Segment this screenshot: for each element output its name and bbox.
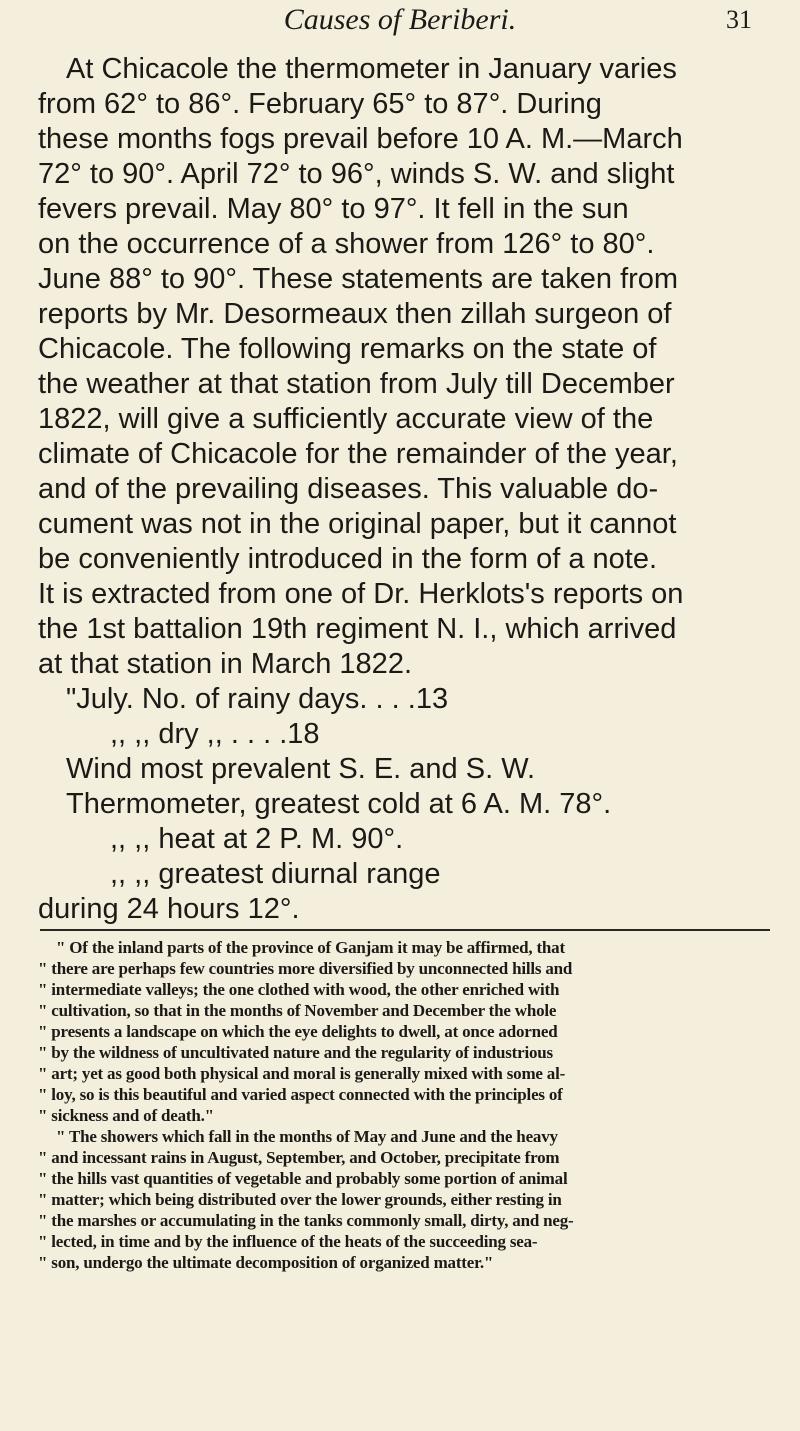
page-number: 31	[726, 5, 752, 34]
table-line: ,, ,, dry ,, . . . .18	[110, 718, 320, 750]
body-line: climate of Chicacole for the remainder of the year,	[38, 438, 678, 470]
running-title: Causes of Beriberi.	[283, 3, 517, 36]
footnote-line: " by the wildness of uncultivated nature and the regularity of industrious	[38, 1043, 553, 1062]
body-line: these months fogs prevail before 10 A. M.—March	[38, 123, 683, 155]
body-line: 1822, will give a sufficiently accurate view of the	[38, 403, 654, 435]
footnote-line: " matter; which being distributed over the lower grounds, either resting in	[38, 1190, 562, 1209]
footnote-line: " sickness and of death."	[38, 1106, 214, 1125]
footnote-line: " the hills vast quantities of vegetable and probably some portion of animal	[38, 1169, 568, 1188]
footnote-line: " and incessant rains in August, September, and October, precipitate from	[38, 1148, 560, 1167]
body-line: At Chicacole the thermometer in January varies	[66, 53, 677, 85]
table-line: ,, ,, heat at 2 P. M. 90°.	[110, 823, 404, 855]
footnote-line: " The showers which fall in the months of May and June and the heavy	[56, 1127, 558, 1146]
footnote-rule	[40, 929, 770, 931]
footnote-line: " son, undergo the ultimate decomposition of organized matter."	[38, 1253, 494, 1272]
body-line: June 88° to 90°. These statements are taken from	[38, 263, 679, 295]
table-line: ,, ,, greatest diurnal range	[110, 858, 441, 890]
body-line: from 62° to 86°. February 65° to 87°. During	[38, 88, 602, 120]
body-line: on the occurrence of a shower from 126° to 80°.	[38, 228, 655, 260]
footnote-line: " the marshes or accumulating in the tanks commonly small, dirty, and neg-	[38, 1211, 574, 1230]
body-line: the weather at that station from July till December	[38, 368, 675, 400]
body-line: fevers prevail. May 80° to 97°. It fell in the sun	[38, 193, 629, 225]
table-line: during 24 hours 12°.	[38, 893, 300, 925]
body-line: at that station in March 1822.	[38, 648, 412, 680]
table-line: Wind most prevalent S. E. and S. W.	[66, 753, 536, 785]
body-line: reports by Mr. Desormeaux then zillah surgeon of	[38, 298, 672, 330]
table-line: Thermometer, greatest cold at 6 A. M. 78°.	[66, 788, 612, 820]
table-line: "July. No. of rainy days. . . .13	[66, 683, 449, 715]
footnote-line: " art; yet as good both physical and moral is generally mixed with some al-	[38, 1064, 566, 1083]
footnote-line: " lected, in time and by the influence of the heats of the succeeding sea-	[38, 1232, 538, 1251]
footnote-line: " intermediate valleys; the one clothed with wood, the other enriched with	[38, 980, 560, 999]
body-line: 72° to 90°. April 72° to 96°, winds S. W. and slight	[38, 158, 675, 190]
footnote-line: " loy, so is this beautiful and varied aspect connected with the principles of	[38, 1085, 563, 1104]
footnote-line: " there are perhaps few countries more diversified by unconnected hills and	[38, 959, 573, 978]
body-line: and of the prevailing diseases. This valuable do-	[38, 473, 659, 505]
body-line: It is extracted from one of Dr. Herklots's reports on	[38, 578, 684, 610]
footnote-line: " cultivation, so that in the months of November and December the whole	[38, 1001, 557, 1020]
body-line: the 1st battalion 19th regiment N. I., which arrived	[38, 613, 677, 645]
body-line: cument was not in the original paper, but it cannot	[38, 508, 677, 540]
footnote-line: " presents a landscape on which the eye delights to dwell, at once adorned	[38, 1022, 558, 1041]
body-line: Chicacole. The following remarks on the state of	[38, 333, 657, 365]
body-line: be conveniently introduced in the form of a note.	[38, 543, 658, 575]
footnote-line: " Of the inland parts of the province of Ganjam it may be affirmed, that	[56, 938, 565, 957]
